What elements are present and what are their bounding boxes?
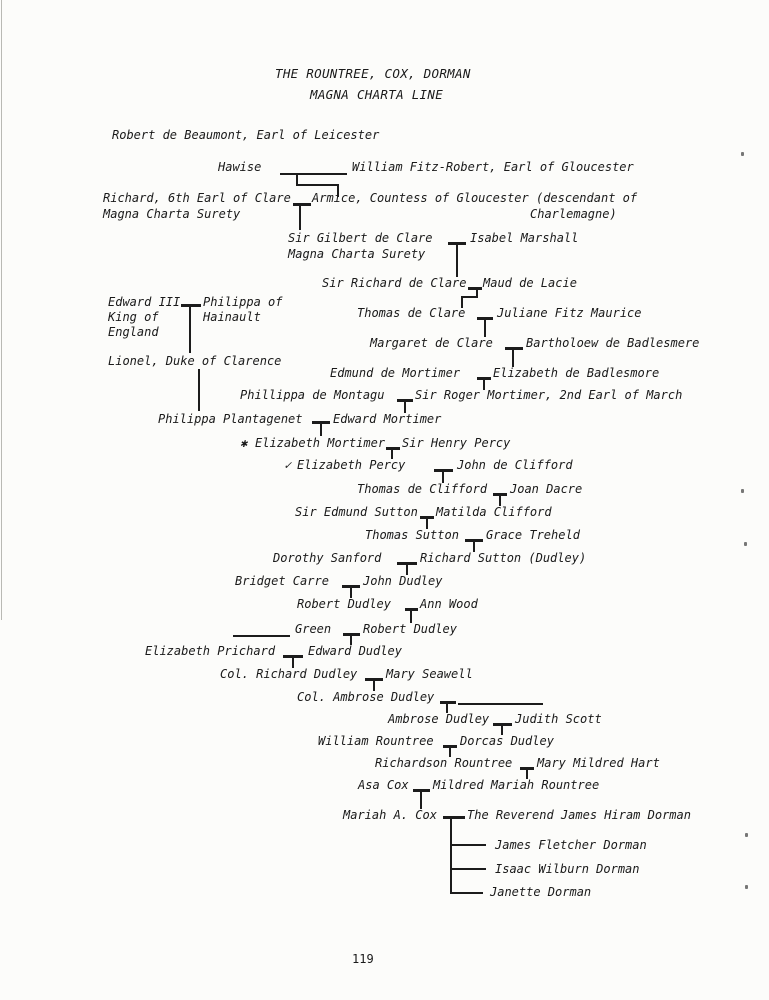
person-philippa-of-hainault: Philippa of [203, 295, 283, 309]
person-mary-seawell: Mary Seawell [386, 667, 473, 681]
person-mildred-mariah-rountree: Mildred Mariah Rountree [433, 778, 600, 792]
descent-connector [420, 790, 422, 809]
person-matilda-clifford: Matilda Clifford [436, 505, 552, 519]
person-robert-dudley-jr: Robert Dudley [363, 622, 457, 636]
person-thomas-sutton: Thomas Sutton [365, 528, 459, 542]
person-edmund-sutton: Sir Edmund Sutton [295, 505, 418, 519]
descent-connector [456, 243, 458, 277]
person-mariah-a-cox: Mariah A. Cox [343, 808, 437, 822]
scan-edge-artifact [1, 0, 2, 620]
descent-connector [484, 318, 486, 337]
person-philippa-plantagenet: Philippa Plantagenet [158, 412, 303, 426]
marriage-line-edward-philippa [181, 304, 201, 307]
descent-connector [189, 305, 191, 353]
person-dorothy-sanford: Dorothy Sanford [273, 551, 382, 565]
person-col-ambrose-dudley: Col. Ambrose Dudley [297, 690, 435, 704]
person-green: Green [295, 622, 332, 636]
person-mary-mildred-hart: Mary Mildred Hart [537, 756, 660, 770]
person-joan-dacre: Joan Dacre [510, 482, 583, 496]
page-title-line1: THE ROUNTREE, COX, DORMAN [275, 66, 471, 81]
person-bartholoew-de-badlesmere: Bartholoew de Badlesmere [526, 336, 700, 350]
label-england: England [108, 325, 159, 339]
person-phillippa-de-montagu: Phillippa de Montagu [240, 388, 385, 402]
person-richard-6th-earl: Richard, 6th Earl of Clare [103, 191, 291, 205]
scan-speck [741, 489, 744, 493]
marriage-line-richard-armice [293, 203, 311, 206]
person-richard-sutton: Richard Sutton (Dudley) [420, 551, 587, 565]
blank-name-line [458, 703, 543, 705]
scan-speck [741, 152, 744, 156]
person-henry-percy: Sir Henry Percy [402, 436, 511, 450]
check-mark: ✓ [284, 458, 292, 472]
person-hawise: Hawise [218, 160, 262, 174]
descent-connector [198, 369, 200, 411]
descent-connector [461, 296, 478, 298]
person-roger-mortimer: Sir Roger Mortimer, 2nd Earl of March [415, 388, 683, 402]
person-isaac-wilburn-dorman: Isaac Wilburn Dorman [495, 862, 640, 876]
person-edward-mortimer: Edward Mortimer [333, 412, 442, 426]
person-richard-de-clare: Sir Richard de Clare [322, 276, 467, 290]
person-judith-scott: Judith Scott [515, 712, 602, 726]
marriage-line-mariah-james [443, 816, 465, 819]
children-bracket-line [450, 817, 452, 894]
descent-connector [320, 422, 322, 436]
label-magna-charta-surety-2: Magna Charta Surety [288, 247, 426, 261]
person-robert-de-beaumont: Robert de Beaumont, Earl of Leicester [112, 128, 380, 142]
person-william-fitz-robert: William Fitz-Robert, Earl of Gloucester [352, 160, 634, 174]
person-elizabeth-percy: Elizabeth Percy [297, 458, 406, 472]
person-john-dudley: John Dudley [363, 574, 443, 588]
person-juliane-fitz-maurice: Juliane Fitz Maurice [497, 306, 642, 320]
person-john-de-clifford: John de Clifford [457, 458, 573, 472]
person-ambrose-dudley: Ambrose Dudley [388, 712, 490, 726]
person-armice: Armice, Countess of Gloucester (descendant of [312, 191, 638, 205]
scan-speck [745, 885, 748, 889]
person-edward-iii: Edward III [108, 295, 181, 309]
person-isabel-marshall: Isabel Marshall [470, 231, 579, 245]
marriage-line-ambrose-blank [440, 701, 456, 704]
descent-connector [410, 609, 412, 623]
person-bridget-carre: Bridget Carre [235, 574, 329, 588]
marriage-line-richard-maud [468, 287, 482, 290]
label-king-of: King of [108, 310, 159, 324]
person-gilbert-de-clare: Sir Gilbert de Clare [288, 231, 433, 245]
marriage-line-elizabeth-henry [386, 447, 400, 450]
scan-speck [744, 542, 747, 546]
person-janette-dorman: Janette Dorman [490, 885, 592, 899]
person-elizabeth-de-badlesmore: Elizabeth de Badlesmore [493, 366, 660, 380]
child-branch-line [450, 892, 483, 894]
descent-connector [296, 184, 339, 186]
marriage-line-margaret-bartholoew [505, 347, 523, 350]
blank-name-line [233, 635, 290, 637]
person-col-richard-dudley: Col. Richard Dudley [220, 667, 358, 681]
person-james-fletcher-dorman: James Fletcher Dorman [495, 838, 647, 852]
person-thomas-de-clare: Thomas de Clare [357, 306, 466, 320]
label-magna-charta-surety: Magna Charta Surety [103, 207, 241, 221]
star-mark: ✱ [240, 436, 248, 450]
label-hainault: Hainault [203, 310, 261, 324]
person-grace-treheld: Grace Treheld [486, 528, 580, 542]
person-margaret-de-clare: Margaret de Clare [370, 336, 493, 350]
label-charlemagne: Charlemagne) [530, 207, 617, 221]
scan-speck [745, 833, 748, 837]
child-branch-line [450, 868, 486, 870]
child-branch-line [450, 844, 486, 846]
person-james-hiram-dorman: The Reverend James Hiram Dorman [467, 808, 691, 822]
person-richardson-rountree: Richardson Rountree [375, 756, 513, 770]
marriage-line-hawise-william [280, 173, 347, 175]
person-lionel-duke-of-clarence: Lionel, Duke of Clarence [108, 354, 282, 368]
person-thomas-de-clifford: Thomas de Clifford [357, 482, 488, 496]
descent-connector [512, 348, 514, 367]
person-asa-cox: Asa Cox [358, 778, 409, 792]
page-title-line2: MAGNA CHARTA LINE [310, 87, 444, 102]
descent-connector [299, 204, 301, 230]
person-edward-dudley: Edward Dudley [308, 644, 402, 658]
person-elizabeth-prichard: Elizabeth Prichard [145, 644, 276, 658]
person-elizabeth-mortimer: Elizabeth Mortimer [255, 436, 386, 450]
person-maud-de-lacie: Maud de Lacie [483, 276, 577, 290]
person-robert-dudley-sr: Robert Dudley [297, 597, 391, 611]
person-ann-wood: Ann Wood [420, 597, 478, 611]
person-dorcas-dudley: Dorcas Dudley [460, 734, 554, 748]
page-number: 119 [352, 952, 374, 966]
person-william-rountree: William Rountree [318, 734, 434, 748]
person-edmund-de-mortimer: Edmund de Mortimer [330, 366, 461, 380]
